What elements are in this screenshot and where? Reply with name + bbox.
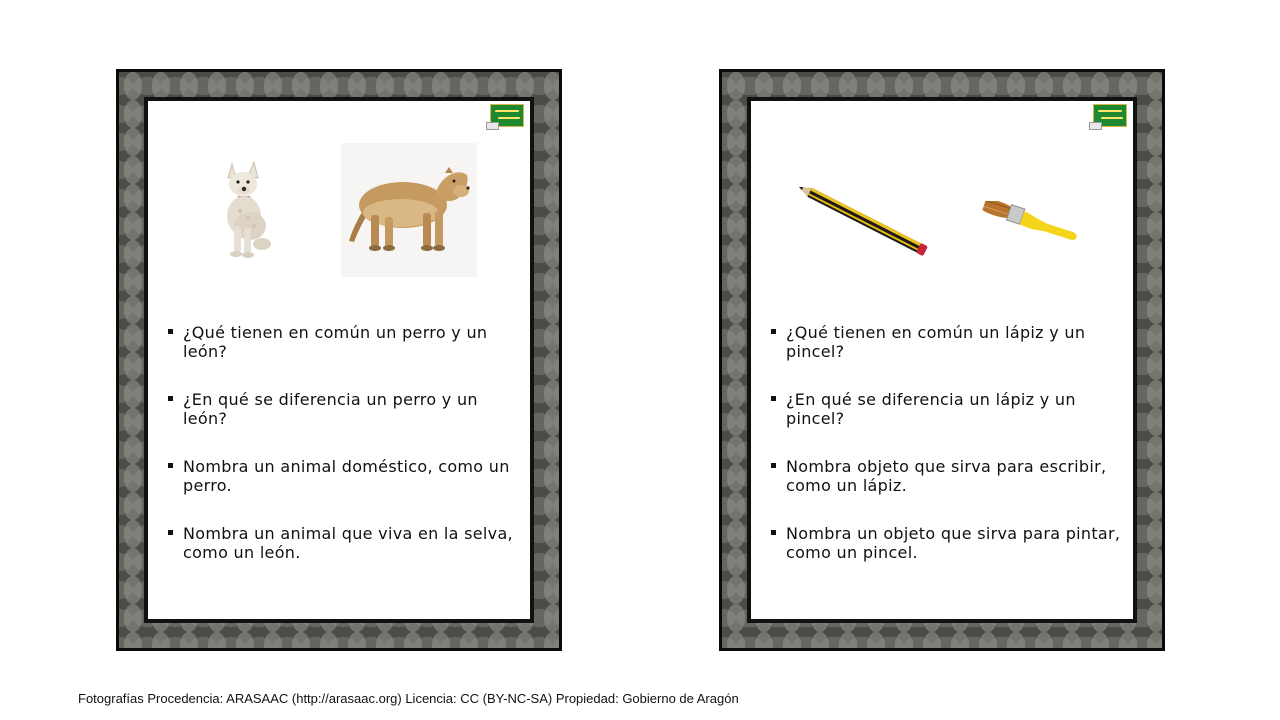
- list-item: [168, 390, 518, 428]
- bullet-icon: [771, 329, 776, 334]
- list-item: [771, 390, 1121, 428]
- dog-image: [214, 156, 274, 261]
- question-text: Nombra un animal que viva en la selva, como un león.: [183, 524, 513, 562]
- bullet-icon: [168, 396, 173, 401]
- card-dog-lion: [116, 69, 562, 651]
- card-pencil-brush: [719, 69, 1165, 651]
- question-text: Nombra objeto que sirva para escribir, como un lápiz.: [786, 457, 1107, 495]
- question-text: Nombra un objeto que sirva para pintar, como un pincel.: [786, 524, 1121, 562]
- paintbrush-image: [977, 201, 1081, 243]
- question-text: ¿Qué tienen en común un perro y un león?: [183, 323, 488, 361]
- bullet-icon: [168, 329, 173, 334]
- question-list: [771, 323, 1121, 591]
- card-content: [144, 97, 534, 623]
- list-item: [168, 524, 518, 562]
- question-text: ¿En qué se diferencia un lápiz y un pincel?: [786, 390, 1076, 428]
- question-text: ¿En qué se diferencia un perro y un león?: [183, 390, 478, 428]
- pencil-image: [789, 184, 939, 256]
- bullet-icon: [168, 530, 173, 535]
- question-text: Nombra un animal doméstico, como un perro.: [183, 457, 510, 495]
- list-item: [168, 457, 518, 495]
- list-item: [771, 524, 1121, 562]
- lion-image: [341, 143, 477, 277]
- question-text: ¿Qué tienen en común un lápiz y un pincel?: [786, 323, 1086, 361]
- attribution-footer: Fotografías Procedencia: ARASAAC (http://arasaac.org) Licencia: CC (BY-NC-SA) Propiedad: Gobierno de Aragón: [78, 691, 739, 706]
- bullet-icon: [168, 463, 173, 468]
- list-item: [771, 323, 1121, 361]
- question-list: [168, 323, 518, 591]
- card-content: [747, 97, 1137, 623]
- list-item: [168, 323, 518, 361]
- bullet-icon: [771, 463, 776, 468]
- orientacion-andujar-logo: [490, 104, 524, 127]
- bullet-icon: [771, 396, 776, 401]
- orientacion-andujar-logo: [1093, 104, 1127, 127]
- list-item: [771, 457, 1121, 495]
- bullet-icon: [771, 530, 776, 535]
